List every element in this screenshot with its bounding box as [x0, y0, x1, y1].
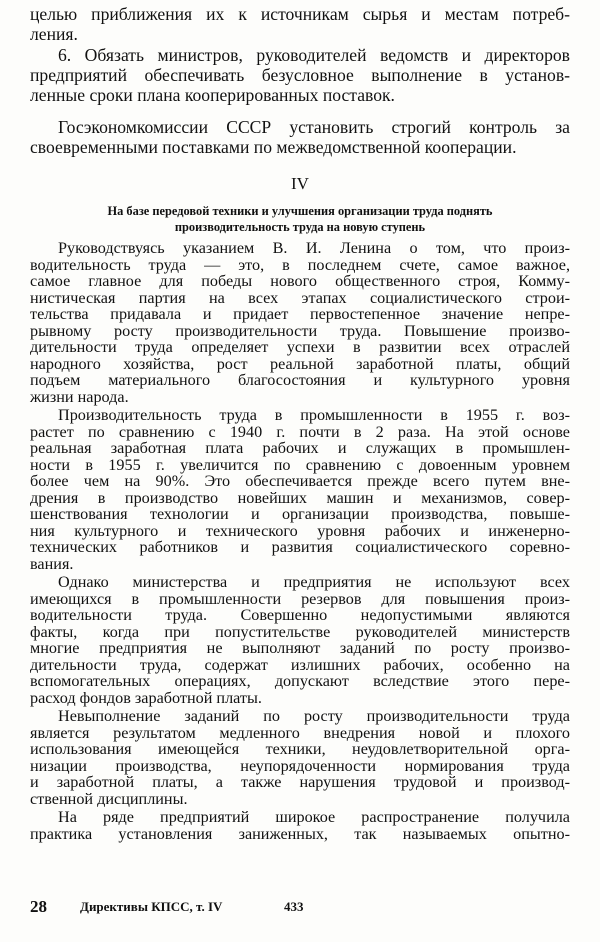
- text-line: тельства придавала и придает первостепенное значение непре-: [30, 305, 570, 323]
- page-number: 28: [30, 897, 47, 916]
- text-line: водительность труда — это, в последнем счете, самое важное,: [30, 255, 570, 274]
- text-line: использования имеющейся техники, неудовлетворительной орга-: [30, 740, 570, 758]
- text-line: имеющихся в промышленности резервов для повышения произ-: [30, 589, 570, 608]
- source-title: Директивы КПСС, т. IV: [80, 899, 223, 914]
- text-line: технических работников и развития социалистического соревно-: [30, 538, 570, 556]
- text-line: водительности труда. Совершенно недопустимыми являются: [30, 606, 570, 624]
- text-line: На ряде предприятий широкое распространение получила: [58, 808, 570, 826]
- text-line: Госэкономкомиссии СССР установить строгий контроль за: [58, 117, 570, 137]
- text-line: народного хозяйства, рост реальной заработной платы, общий: [30, 354, 570, 373]
- text-line: Однако министерства и предприятия не используют всех: [58, 573, 570, 591]
- text-line: 6. Обязать министров, руководителей ведомств и директоров: [58, 45, 570, 65]
- text-line: ственной дисциплины.: [30, 789, 188, 808]
- text-line: жизни народа.: [30, 387, 129, 406]
- text-line: факты, когда при попустительстве руководителей министерств: [30, 622, 570, 641]
- text-line: своевременными поставками по межведомственной кооперации.: [30, 137, 517, 157]
- text-line: Руководствуясь указанием В. И. Ленина о том, что произ-: [58, 239, 570, 257]
- text-line: предприятий обеспечивать безусловное выполнение в установ-: [30, 65, 570, 85]
- text-line: реальная заработная плата рабочих и служащих в промышлен-: [30, 439, 570, 457]
- text-line: низации производства, неупорядоченности нормирования труда: [30, 756, 570, 775]
- text-line: растет по сравнению с 1940 г. почти в 2 раза. На этой основе: [30, 422, 570, 441]
- text-line: шенствования технологии и организации производства, повыше-: [30, 505, 570, 523]
- text-line: практика установления заниженных, так называемых опытно-: [30, 824, 570, 843]
- text-line: дительности труда, содержат излишних рабочих, особенно на: [30, 655, 570, 674]
- section-heading-line: производительность труда на новую ступень: [174, 220, 426, 234]
- section-heading-line: На базе передовой техники и улучшения организации труда поднять: [107, 204, 493, 218]
- text-line: подъем материального благосостояния и культурного уровня: [30, 371, 570, 389]
- text-line: дрения в производство новейших машин и механизмов, совер-: [30, 488, 570, 507]
- section-number: IV: [291, 174, 309, 193]
- text-line: рывному росту производительности труда. Повышение произво-: [30, 321, 570, 340]
- text-line: Производительность труда в промышленности в 1955 г. воз-: [58, 406, 570, 424]
- text-line: вспомогательных операциях, допускают вследствие этого пере-: [30, 672, 570, 690]
- text-line: ления.: [30, 24, 78, 44]
- text-line: более чем на 90%. Это обеспечивается прежде всего путем вне-: [30, 472, 570, 490]
- text-line: вания.: [30, 554, 74, 573]
- text-line: дительности труда определяет успехи в развитии всех отраслей: [30, 338, 570, 356]
- text-line: Невыполнение заданий по росту производительности труда: [58, 707, 570, 725]
- text-line: расход фондов заработной платы.: [30, 688, 262, 707]
- text-line: нистическая партия на всех этапах социалистического строи-: [30, 288, 570, 307]
- text-line: ленные сроки плана кооперированных поставок.: [30, 85, 395, 105]
- signature-number: 433: [284, 899, 304, 914]
- text-line: целью приближения их к источникам сырья и местам потреб-: [30, 4, 570, 24]
- text-line: и заработной платы, а также нарушения трудовой и производ-: [30, 773, 570, 791]
- text-line: многие предприятия не выполняют заданий по росту произво-: [30, 639, 570, 657]
- text-line: ния культурного и технического уровня рабочих и инженерно-: [30, 521, 570, 540]
- text-line: ности в 1955 г. увеличится по сравнению с довоенным уровнем: [30, 455, 570, 474]
- text-line: является результатом медленного внедрения новой и плохого: [30, 723, 570, 742]
- text-line: самое главное для победы нового общественного строя, Комму-: [30, 272, 570, 290]
